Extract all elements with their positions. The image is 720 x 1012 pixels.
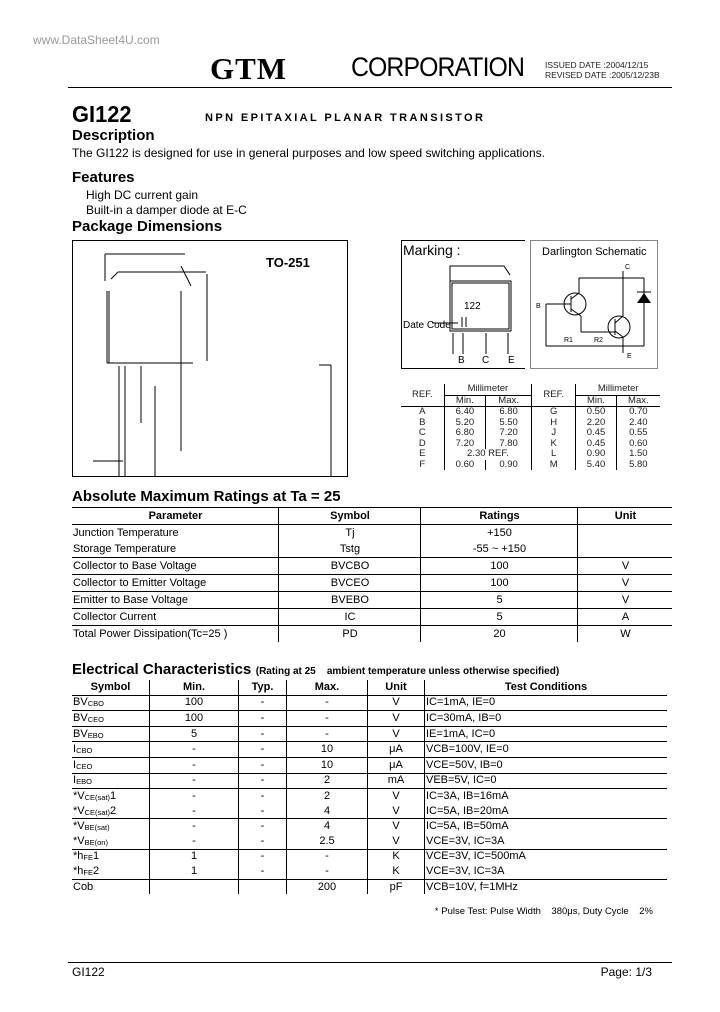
symbol-subscript: EBO [76, 777, 92, 787]
test-condition-cell: VCE=3V, IC=3A [425, 834, 668, 849]
test-condition-cell: VCB=100V, IE=0 [425, 742, 668, 758]
unit-cell: pF [368, 879, 425, 894]
min-cell [150, 879, 239, 894]
typ-cell: - [239, 726, 287, 742]
package-drawing [72, 240, 348, 477]
unit-cell: mA [368, 773, 425, 789]
test-condition-cell: VCE=50V, IB=0 [425, 757, 668, 773]
unit-cell: V [368, 695, 425, 711]
dimension-row [401, 439, 660, 450]
footer-part: GI122 [72, 965, 105, 979]
marking-label: Marking : [403, 242, 461, 258]
unit-cell: V [578, 592, 673, 609]
parameter-cell: Collector to Emitter Voltage [72, 575, 279, 592]
dimension-min: 2.20 [576, 418, 616, 429]
dimension-min: 0.45 [576, 428, 616, 439]
electrical-note: (Rating at 25 ambient temperature unless otherwise specified) [255, 666, 560, 677]
ref-header: REF. [532, 384, 576, 407]
ratings-column-header: Parameter [72, 508, 279, 525]
dimension-row [401, 449, 660, 460]
dimension-ref: E [401, 449, 444, 460]
dimension-max: 5.50 [486, 418, 532, 429]
unit-cell: V [368, 804, 425, 819]
rating-cell: +150 [421, 525, 578, 542]
pin-label-e: E [508, 355, 515, 366]
max-header: Max. [616, 395, 660, 407]
electrical-row [72, 849, 667, 864]
symbol-subscript: CBO [76, 746, 93, 756]
parameter-cell: Emitter to Base Voltage [72, 592, 279, 609]
typ-cell: - [239, 819, 287, 834]
max-cell: - [287, 711, 368, 727]
pin-label-b: B [458, 355, 465, 366]
darlington-circuit-icon [531, 241, 657, 368]
dimension-ref: A [401, 407, 444, 418]
ratings-row [72, 626, 672, 643]
symbol-cell [72, 742, 150, 758]
symbol-text: Cob [73, 880, 94, 893]
dimension-ref: M [532, 460, 576, 471]
dimension-max: 5.80 [616, 460, 660, 471]
symbol-text: *V [73, 820, 85, 833]
ratings-row [72, 609, 672, 626]
parameter-cell: Total Power Dissipation(Tc=25 ) [73, 627, 228, 640]
min-header: Min. [444, 395, 485, 407]
dimension-row [401, 428, 660, 439]
darlington-schematic [530, 240, 658, 369]
part-number: GI122 [72, 101, 132, 127]
dimension-max: 0.60 [616, 439, 660, 450]
schematic-title: Darlington Schematic [542, 246, 647, 258]
symbol-cell [72, 789, 150, 804]
ratings-row [72, 575, 672, 592]
min-cell: 100 [150, 695, 239, 711]
min-header: Min. [576, 395, 616, 407]
symbol-cell [72, 695, 150, 711]
symbol-cell: Tstg [279, 541, 421, 558]
electrical-row [72, 864, 667, 879]
unit-cell: K [368, 849, 425, 864]
rating-cell: 5 [421, 592, 578, 609]
symbol-cell [72, 819, 150, 834]
min-cell: - [150, 819, 239, 834]
electrical-row [72, 789, 667, 804]
min-cell: - [150, 789, 239, 804]
min-cell: - [150, 773, 239, 789]
schematic-label-b: B [536, 303, 541, 310]
dates [545, 60, 660, 80]
watermark: www.DataSheet4U.com [33, 33, 160, 47]
dimension-ref: D [401, 439, 444, 450]
symbol-cell [72, 879, 150, 894]
features-heading: Features [72, 169, 135, 186]
parameter-cell: Collector to Base Voltage [72, 558, 279, 575]
ref-header: REF. [401, 384, 444, 407]
feature-item: Built-in a damper diode at E-C [86, 203, 247, 217]
electrical-column-header: Test Conditions [425, 680, 668, 695]
unit-cell: V [578, 558, 673, 575]
max-cell: 4 [287, 804, 368, 819]
symbol-text: *V [73, 834, 85, 847]
symbol-cell [72, 773, 150, 789]
header-rule [68, 87, 672, 88]
dimension-min: 0.50 [576, 407, 616, 418]
test-condition-cell: VCB=10V, f=1MHz [425, 879, 668, 894]
symbol-text: *h [73, 850, 84, 863]
symbol-subscript: FE [83, 853, 93, 863]
dimension-ref: G [532, 407, 576, 418]
min-cell: 5 [150, 726, 239, 742]
ratings-column-header: Ratings [421, 508, 578, 525]
unit-cell: μA [368, 742, 425, 758]
symbol-cell [72, 757, 150, 773]
electrical-row [72, 804, 667, 819]
dimension-max: 7.80 [486, 439, 532, 450]
symbol-cell [72, 834, 150, 849]
description-heading: Description [72, 127, 155, 144]
unit-header: Millimeter [576, 384, 660, 395]
electrical-row [72, 711, 667, 727]
electrical-column-header: Max. [287, 680, 368, 695]
min-cell: - [150, 804, 239, 819]
electrical-row [72, 834, 667, 849]
ratings-row [72, 541, 672, 558]
max-cell: 2 [287, 773, 368, 789]
schematic-label-r1: R1 [564, 337, 573, 344]
rating-cell: 100 [421, 558, 578, 575]
max-cell: 10 [287, 742, 368, 758]
unit-cell: V [578, 575, 673, 592]
symbol-cell [72, 864, 150, 879]
dimension-min: 2.30 REF. [444, 449, 531, 460]
electrical-row [72, 742, 667, 758]
unit-header: Millimeter [444, 384, 531, 395]
description-text: The GI122 is designed for use in general purposes and low speed switching applications. [72, 146, 545, 160]
symbol-cell: IC [279, 609, 421, 626]
unit-cell: μA [368, 757, 425, 773]
typ-cell: - [239, 742, 287, 758]
symbol-subscript: CE(sat) [84, 807, 111, 817]
feature-item: High DC current gain [86, 188, 199, 202]
part-title: NPN EPITAXIAL PLANAR TRANSISTOR [205, 112, 486, 124]
symbol-subscript: CBO [87, 699, 104, 709]
symbol-suffix: 1 [93, 850, 100, 863]
dimensions-table [401, 384, 660, 470]
dimension-max: 0.70 [616, 407, 660, 418]
symbol-text: I [73, 743, 77, 756]
symbol-subscript: EBO [87, 730, 104, 740]
electrical-header-row [72, 680, 667, 695]
dimension-min: 0.90 [576, 449, 616, 460]
dimension-max: 6.80 [486, 407, 532, 418]
dimension-min: 5.20 [444, 418, 485, 429]
symbol-text: BV [73, 696, 88, 709]
dimension-min: 6.40 [444, 407, 485, 418]
unit-cell: V [368, 834, 425, 849]
dimension-min: 0.60 [444, 460, 485, 471]
max-cell: - [287, 726, 368, 742]
symbol-suffix: 1 [110, 789, 117, 802]
symbol-subscript: FE [83, 867, 93, 877]
symbol-cell: Tj [279, 525, 421, 542]
electrical-row [72, 695, 667, 711]
package-outline-icon [73, 241, 347, 476]
symbol-text: BV [73, 727, 88, 740]
unit-cell: A [578, 609, 673, 626]
dimension-row [401, 418, 660, 429]
typ-cell: - [239, 773, 287, 789]
test-condition-cell: IC=5A, IB=20mA [425, 804, 668, 819]
min-cell: - [150, 834, 239, 849]
pin-label-c: C [482, 355, 490, 366]
ratings-row [72, 558, 672, 575]
symbol-cell [72, 711, 150, 727]
electrical-heading-line [72, 662, 559, 680]
max-header: Max. [486, 395, 532, 407]
test-condition-cell: IC=30mA, IB=0 [425, 711, 668, 727]
pulse-test-footnote: * Pulse Test: Pulse Width 380μs, Duty Cycle 2% [434, 906, 653, 917]
min-cell: 1 [150, 849, 239, 864]
typ-cell: - [239, 864, 287, 879]
max-cell: 10 [287, 757, 368, 773]
max-cell: 200 [287, 879, 368, 894]
symbol-cell: BVEBO [279, 592, 421, 609]
dimension-ref: H [532, 418, 576, 429]
electrical-column-header: Unit [368, 680, 425, 695]
typ-cell: - [239, 834, 287, 849]
electrical-row [72, 773, 667, 789]
dimension-ref: K [532, 439, 576, 450]
dimension-ref: C [401, 428, 444, 439]
electrical-row [72, 879, 667, 894]
typ-cell: - [239, 695, 287, 711]
schematic-label-c: C [625, 264, 631, 271]
dimension-max: 1.50 [616, 449, 660, 460]
parameter-cell: Junction Temperature [73, 526, 179, 539]
ratings-row [72, 592, 672, 609]
electrical-column-header: Symbol [72, 680, 150, 695]
dimension-max: 2.40 [616, 418, 660, 429]
ratings-column-header: Unit [578, 508, 673, 525]
electrical-row [72, 819, 667, 834]
dimension-max: 0.55 [616, 428, 660, 439]
min-cell: - [150, 742, 239, 758]
ratings-column-header: Symbol [279, 508, 421, 525]
electrical-characteristics-table [72, 680, 667, 894]
symbol-text: *h [73, 864, 84, 877]
issued-date: ISSUED DATE :2004/12/15 [545, 60, 649, 70]
test-condition-cell: VCE=3V, IC=500mA [425, 849, 668, 864]
date-code-label: Date Code [403, 320, 451, 331]
min-cell: 100 [150, 711, 239, 727]
dimension-max: 0.90 [486, 460, 532, 471]
symbol-text: I [73, 758, 77, 771]
brand-logo: GTM [210, 51, 288, 86]
symbol-cell: BVCEO [279, 575, 421, 592]
schematic-label-r2: R2 [594, 337, 603, 344]
typ-cell: - [239, 849, 287, 864]
dimension-ref: L [532, 449, 576, 460]
test-condition-cell: IC=3A, IB=16mA [425, 789, 668, 804]
test-condition-cell: IC=1mA, IE=0 [425, 695, 668, 711]
rating-cell: -55 ~ +150 [421, 541, 578, 558]
package-name: TO-251 [266, 255, 310, 270]
dimension-row [401, 460, 660, 471]
footer-rule [68, 962, 672, 963]
revised-date: REVISED DATE :2005/12/23B [545, 70, 660, 80]
unit-cell: W [578, 626, 673, 643]
max-cell: 4 [287, 819, 368, 834]
symbol-subscript: BE(on) [84, 837, 108, 847]
corporation-title: CORPORATION [351, 52, 524, 82]
symbol-cell: PD [279, 626, 421, 643]
unit-cell: V [368, 726, 425, 742]
symbol-text: *V [73, 804, 85, 817]
test-condition-cell: VEB=5V, IC=0 [425, 773, 668, 789]
test-condition-cell: IC=5A, IB=50mA [425, 819, 668, 834]
symbol-subscript: CE(sat) [84, 792, 111, 802]
symbol-cell: BVCBO [279, 558, 421, 575]
footer-page: Page: 1/3 [600, 965, 652, 979]
ratings-header-row [72, 508, 672, 525]
max-cell: 2 [287, 789, 368, 804]
dimension-ref: F [401, 460, 444, 471]
dimension-min: 5.40 [576, 460, 616, 471]
dimension-min: 7.20 [444, 439, 485, 450]
min-cell: 1 [150, 864, 239, 879]
absolute-max-ratings-table [72, 507, 672, 642]
typ-cell [239, 879, 287, 894]
max-cell: - [287, 864, 368, 879]
rating-cell: 100 [421, 575, 578, 592]
ratings-row [72, 525, 672, 542]
rating-cell: 5 [421, 609, 578, 626]
schematic-label-e: E [627, 353, 632, 360]
dimension-min: 6.80 [444, 428, 485, 439]
electrical-column-header: Typ. [239, 680, 287, 695]
dimension-max: 7.20 [486, 428, 532, 439]
max-cell: 2.5 [287, 834, 368, 849]
parameter-cell: Storage Temperature [72, 541, 279, 558]
unit-cell [578, 525, 673, 542]
marking-box [401, 240, 525, 369]
unit-cell: V [368, 819, 425, 834]
unit-cell: V [368, 711, 425, 727]
dimension-row [401, 407, 660, 418]
max-cell: - [287, 849, 368, 864]
typ-cell: - [239, 789, 287, 804]
symbol-text: I [73, 774, 77, 787]
min-cell: - [150, 757, 239, 773]
symbol-subscript: BE(sat) [84, 823, 110, 833]
symbol-text: BV [73, 711, 88, 724]
symbol-subscript: CEO [76, 761, 93, 771]
symbol-suffix: 2 [110, 804, 117, 817]
dimension-ref: B [401, 418, 444, 429]
typ-cell: - [239, 757, 287, 773]
electrical-row [72, 726, 667, 742]
symbol-suffix: 2 [93, 864, 100, 877]
typ-cell: - [239, 711, 287, 727]
max-cell: - [287, 695, 368, 711]
unit-cell [578, 541, 673, 558]
dimension-ref: J [532, 428, 576, 439]
dimension-min: 0.45 [576, 439, 616, 450]
typ-cell: - [239, 804, 287, 819]
ratings-heading: Absolute Maximum Ratings at Ta = 25 [72, 488, 341, 505]
symbol-text: *V [73, 789, 85, 802]
symbol-cell [72, 849, 150, 864]
unit-cell: K [368, 864, 425, 879]
symbol-subscript: CEO [87, 714, 104, 724]
test-condition-cell: VCE=3V, IC=3A [425, 864, 668, 879]
package-heading: Package Dimensions [72, 218, 223, 235]
parameter-cell: Collector Current [72, 609, 279, 626]
unit-cell: V [368, 789, 425, 804]
marking-code: 122 [464, 301, 481, 312]
test-condition-cell: IE=1mA, IC=0 [425, 726, 668, 742]
electrical-heading: Electrical Characteristics [72, 661, 252, 678]
electrical-row [72, 757, 667, 773]
electrical-column-header: Min. [150, 680, 239, 695]
symbol-cell [72, 726, 150, 742]
symbol-cell [72, 804, 150, 819]
rating-cell: 20 [421, 626, 578, 643]
